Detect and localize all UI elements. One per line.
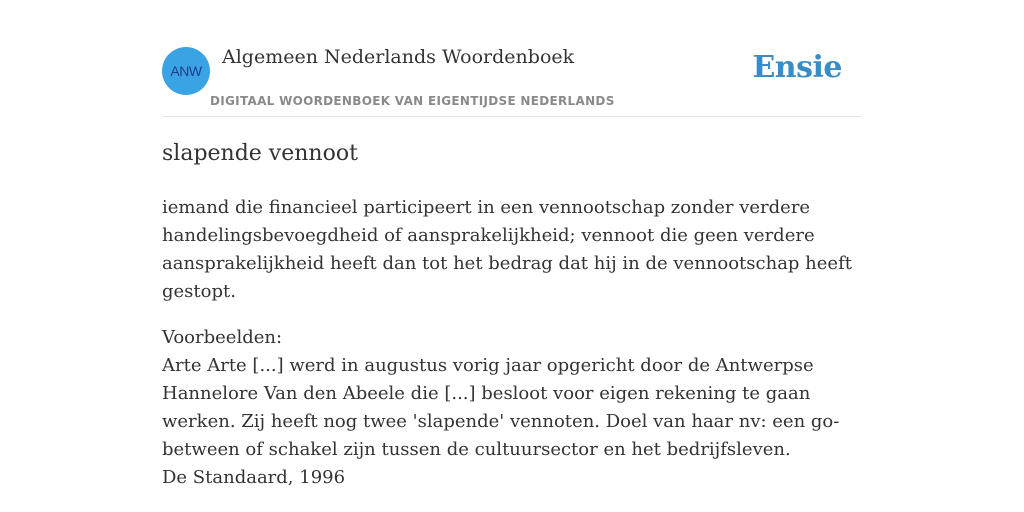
site-header bbox=[162, 0, 862, 117]
ensie-brand-logo[interactable]: Ensie bbox=[752, 50, 842, 85]
entry-examples bbox=[162, 324, 862, 492]
anw-logo[interactable] bbox=[162, 47, 210, 95]
logo-text: ANW bbox=[170, 63, 202, 79]
entry-headword: slapende vennoot bbox=[162, 141, 358, 166]
example-text: Arte Arte [...] werd in augustus vorig jaar opgericht door de Antwerpse Hannelore Van den Abeele die [...] besloot voor eigen rekening te gaan werken. Zij heeft nog twee 'slapende' vennoten. Doel van haar nv: een go-between of schakel zijn tussen de cultuursector en het bedrijfsleven. bbox=[162, 355, 840, 460]
site-title[interactable]: Algemeen Nederlands Woordenboek bbox=[222, 46, 575, 68]
example-source: De Standaard, 1996 bbox=[162, 467, 346, 488]
entry-definition: iemand die financieel participeert in een vennootschap zonder verdere handelingsbevoegdheid of aansprakelijkheid; vennoot die geen verdere aansprakelijkheid heeft dan tot het bedrag dat hij in de vennootschap heeft gestopt. bbox=[162, 197, 852, 302]
site-subtitle: DIGITAAL WOORDENBOEK VAN EIGENTIJDSE NEDERLANDS bbox=[210, 94, 615, 108]
examples-label: Voorbeelden: bbox=[162, 327, 283, 348]
entry-content bbox=[162, 138, 862, 492]
